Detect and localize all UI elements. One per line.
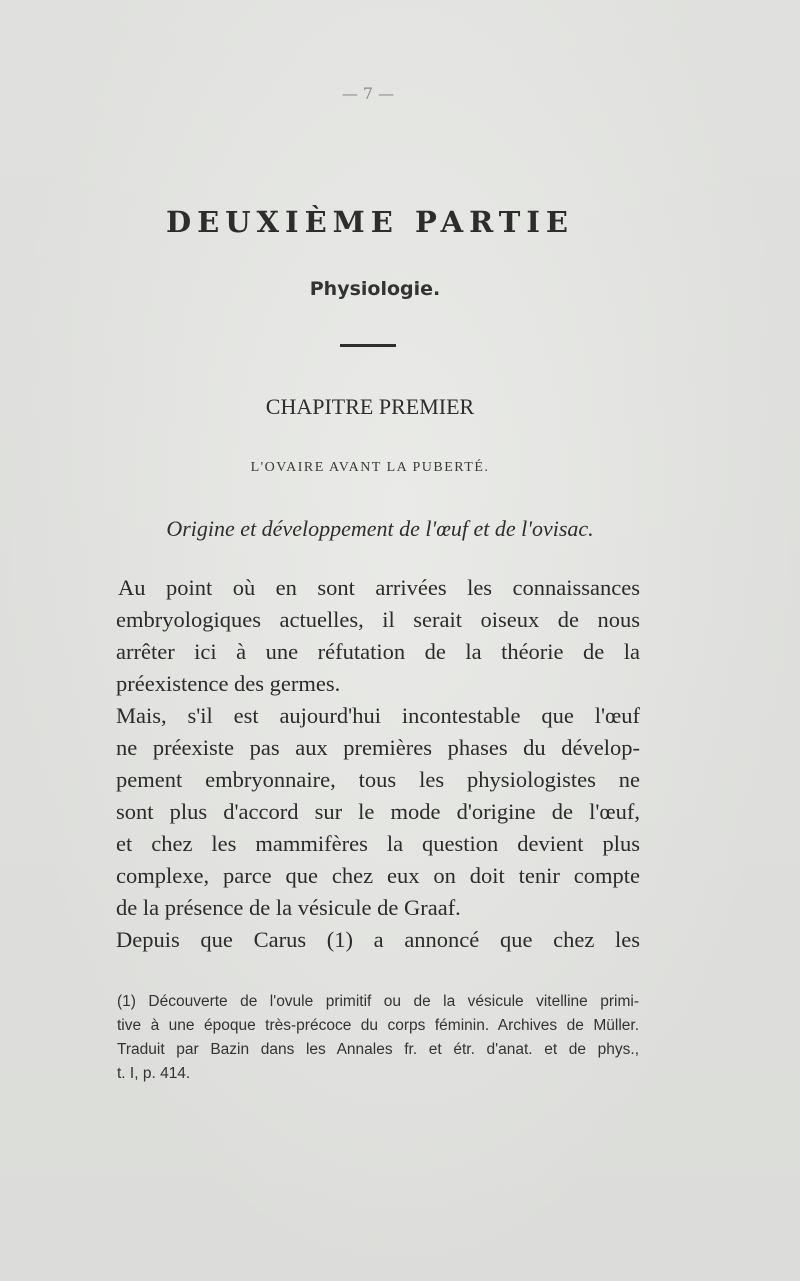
footnote-line: t. I, p. 414. xyxy=(117,1065,191,1082)
text-line: préexistence des germes. xyxy=(116,671,341,696)
footnote-line: tive à une époque très-précoce du corps féminin. Archives de Müller. xyxy=(117,1017,639,1034)
footnote-line: Traduit par Bazin dans les Annales fr. et étr. d'anat. et de phys., xyxy=(117,1041,639,1058)
text-line: arrêter ici à une réfutation de la théorie de la xyxy=(116,639,640,664)
text-line: de la présence de la vésicule de Graaf. xyxy=(116,895,461,920)
footnote xyxy=(117,990,639,1086)
chapter-subtitle: L'OVAIRE AVANT LA PUBERTÉ. xyxy=(250,460,490,475)
body-text xyxy=(116,572,640,956)
title-separator-rule xyxy=(340,344,396,347)
part-title: DEUXIÈME PARTIE xyxy=(165,205,575,239)
text-line: ne préexiste pas aux premières phases du dévelop- xyxy=(116,735,640,760)
paragraph xyxy=(116,924,640,956)
text-line: Mais, s'il est aujourd'hui incontestable que l'œuf xyxy=(116,703,640,728)
part-subtitle: Physiologie. xyxy=(309,278,441,300)
chapter-title: CHAPITRE PREMIER xyxy=(265,394,475,419)
footnote-line: (1) Découverte de l'ovule primitif ou de la vésicule vitelline primi- xyxy=(117,993,639,1010)
paragraph xyxy=(116,572,640,700)
text-line: Au point où en sont arrivées les connaissances xyxy=(118,575,640,600)
paragraph xyxy=(116,700,640,924)
text-line: pement embryonnaire, tous les physiologistes ne xyxy=(116,767,640,792)
text-line: complexe, parce que chez eux on doit tenir compte xyxy=(116,863,640,888)
text-line: Depuis que Carus (1) a annoncé que chez les xyxy=(116,927,640,952)
text-line: et chez les mammifères la question devient plus xyxy=(116,831,640,856)
page-number: — 7 — xyxy=(341,84,395,103)
section-title: Origine et développement de l'œuf et de l'ovisac. xyxy=(166,516,594,541)
text-line: embryologiques actuelles, il serait oiseux de nous xyxy=(116,607,640,632)
text-line: sont plus d'accord sur le mode d'origine de l'œuf, xyxy=(116,799,640,824)
